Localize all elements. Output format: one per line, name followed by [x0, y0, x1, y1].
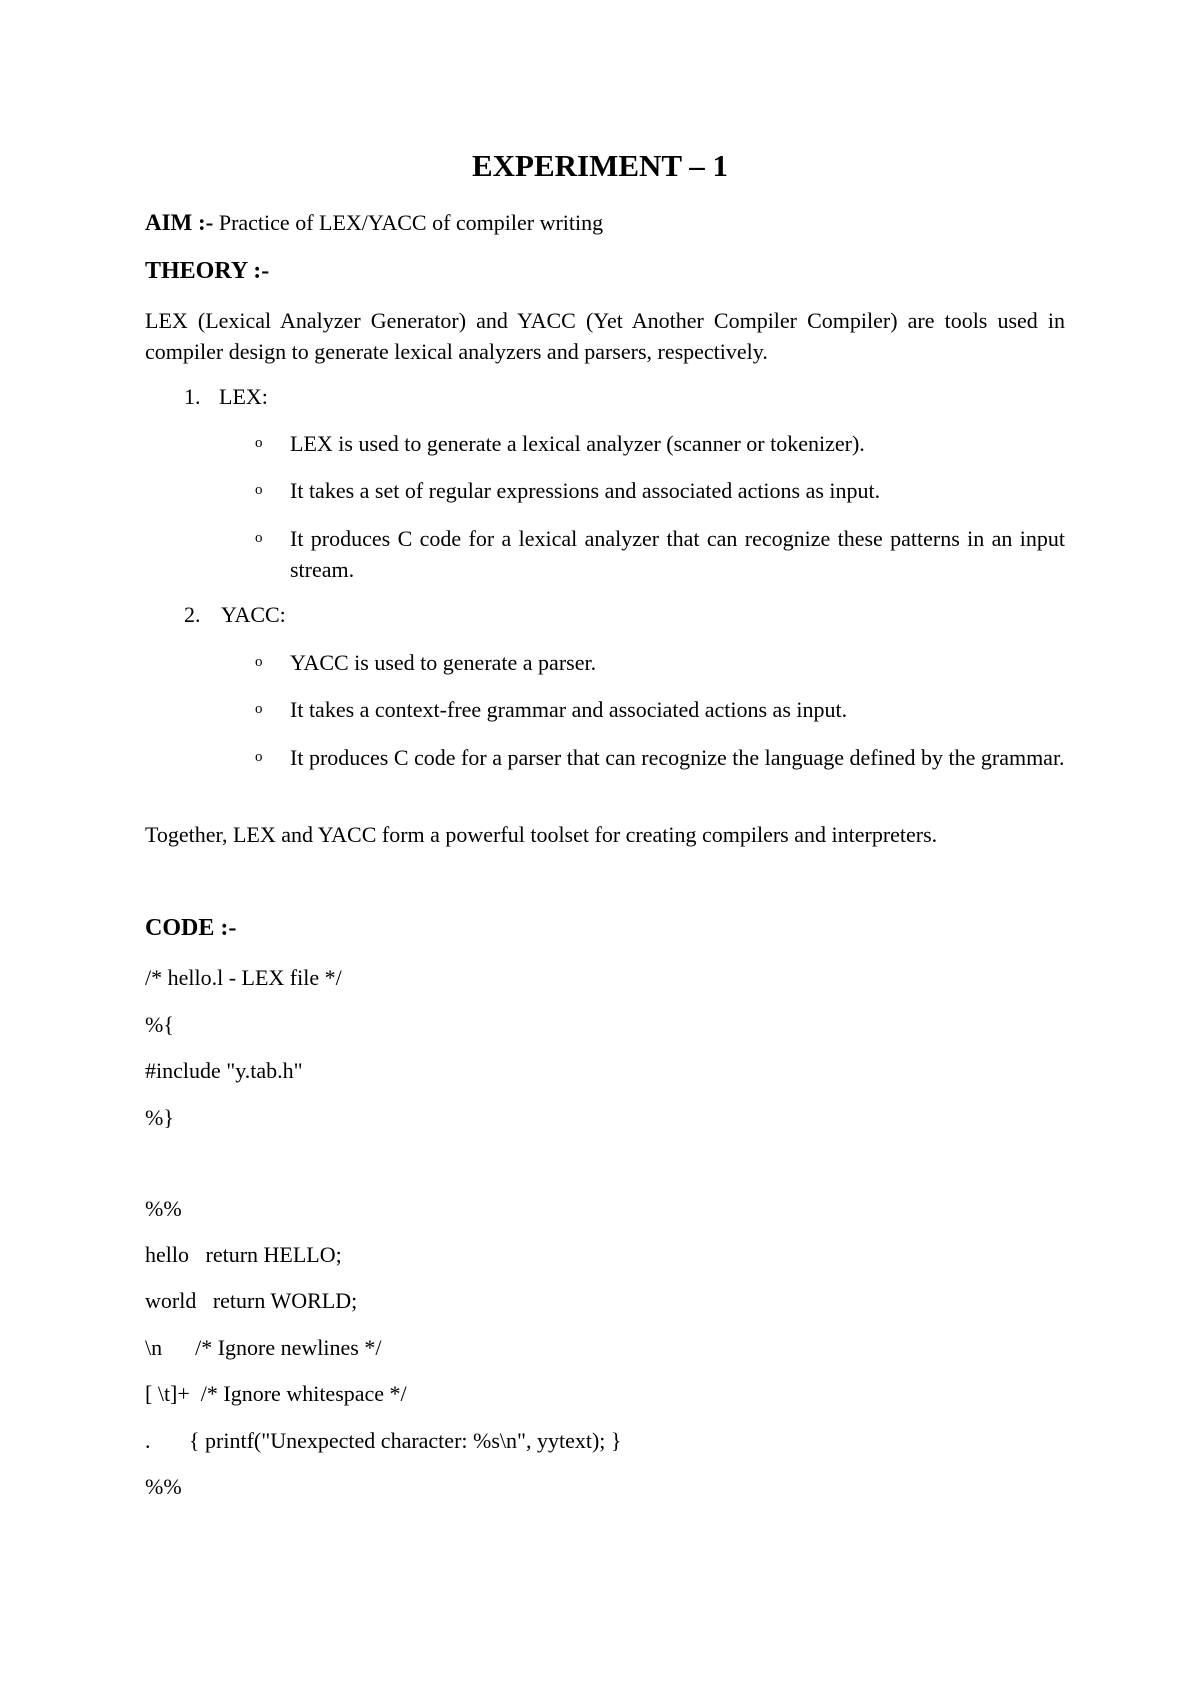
bullet-icon: o — [255, 701, 263, 717]
aim-text: Practice of LEX/YACC of compiler writing — [213, 210, 604, 235]
list-item: It produces C code for a lexical analyzer that can recognize these patterns in an input stream. — [290, 526, 1065, 582]
bullet-icon: o — [255, 435, 263, 451]
list-label-yacc: YACC: — [221, 602, 286, 627]
code-line: \n /* Ignore newlines */ — [145, 1335, 382, 1360]
theory-intro: LEX (Lexical Analyzer Generator) and YACC (Yet Another Compiler Compiler) are tools used in compiler design to generate lexical analyzers and parsers, respectively. — [145, 308, 1065, 364]
code-line: %} — [145, 1105, 174, 1130]
bullet-icon: o — [255, 749, 263, 765]
aim-label: AIM :- — [145, 210, 214, 235]
list-item: It produces C code for a parser that can recognize the language defined by the grammar. — [290, 745, 1065, 770]
list-number-1: 1. — [184, 384, 201, 409]
code-line: hello return HELLO; — [145, 1242, 342, 1267]
list-item: It takes a context-free grammar and associated actions as input. — [290, 697, 848, 722]
code-line: %% — [145, 1196, 182, 1221]
code-line: . { printf("Unexpected character: %s\n", yytext); } — [145, 1428, 622, 1453]
aim-line — [145, 208, 603, 238]
list-number-2: 2. — [184, 602, 201, 627]
list-item: It takes a set of regular expressions and associated actions as input. — [290, 478, 881, 503]
code-line: [ \t]+ /* Ignore whitespace */ — [145, 1381, 407, 1406]
bullet-icon: o — [255, 654, 263, 670]
page-title: EXPERIMENT – 1 — [471, 148, 729, 183]
code-line: %% — [145, 1474, 182, 1499]
theory-conclusion: Together, LEX and YACC form a powerful toolset for creating compilers and interpreters. — [145, 822, 938, 847]
theory-heading: THEORY :- — [145, 258, 270, 284]
code-line: #include "y.tab.h" — [145, 1058, 303, 1083]
code-line: world return WORLD; — [145, 1288, 358, 1313]
list-label-lex: LEX: — [219, 384, 268, 409]
code-line: /* hello.l - LEX file */ — [145, 965, 342, 990]
list-item: YACC is used to generate a parser. — [290, 650, 597, 675]
list-item: LEX is used to generate a lexical analyzer (scanner or tokenizer). — [290, 431, 865, 456]
bullet-icon: o — [255, 482, 263, 498]
code-heading: CODE :- — [145, 915, 237, 941]
bullet-icon: o — [255, 530, 263, 546]
code-line: %{ — [145, 1012, 174, 1037]
